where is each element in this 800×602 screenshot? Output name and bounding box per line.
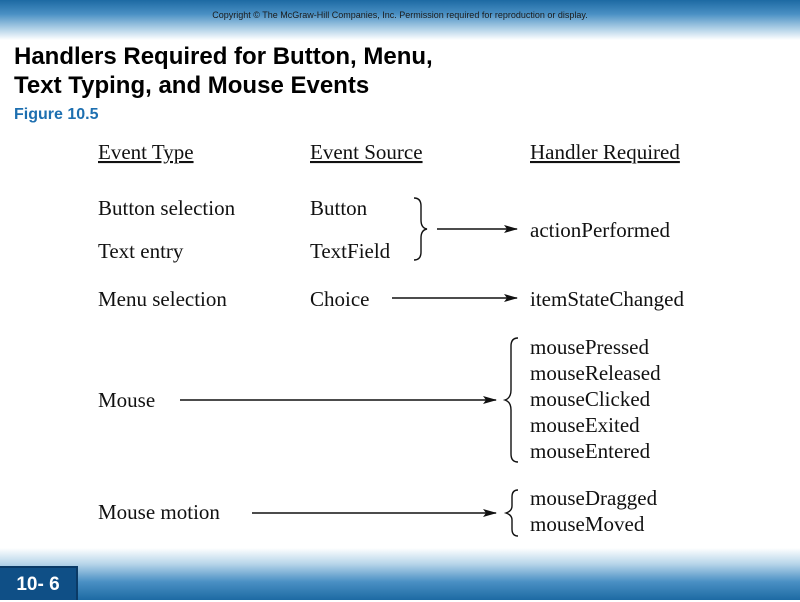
handler-mouse-exited: mouseExited (530, 413, 640, 437)
handler-mouse-dragged: mouseDragged (530, 486, 658, 510)
event-source-button: Button (310, 196, 368, 220)
handler-action-performed: actionPerformed (530, 218, 670, 242)
right-brace-action (414, 198, 427, 260)
header-handler-required: Handler Required (530, 140, 680, 164)
left-brace-mouse (505, 338, 518, 462)
handler-mouse-entered: mouseEntered (530, 439, 651, 463)
handler-mouse-pressed: mousePressed (530, 335, 649, 359)
slide-number: 10- 6 (0, 566, 78, 600)
slide-title-line-1: Handlers Required for Button, Menu, (14, 43, 433, 70)
slide-title-line-2: Text Typing, and Mouse Events (14, 72, 370, 99)
handler-mouse-clicked: mouseClicked (530, 387, 651, 411)
bottom-banner (0, 548, 800, 600)
event-type-mouse-motion: Mouse motion (98, 500, 220, 524)
copyright-notice: Copyright © The McGraw-Hill Companies, Inc. Permission required for reproduction or display. (212, 10, 588, 20)
handler-mouse-moved: mouseMoved (530, 512, 645, 536)
event-type-mouse: Mouse (98, 388, 156, 412)
event-type-menu-selection: Menu selection (98, 287, 227, 311)
header-event-source: Event Source (310, 140, 423, 164)
header-event-type: Event Type (98, 140, 194, 164)
left-brace-mouse-motion (506, 490, 518, 536)
event-source-textfield: TextField (310, 239, 391, 263)
event-type-button-selection: Button selection (98, 196, 236, 220)
handler-item-state-changed: itemStateChanged (530, 287, 684, 311)
handler-mouse-released: mouseReleased (530, 361, 661, 385)
figure-label: Figure 10.5 (14, 106, 99, 123)
event-source-choice: Choice (310, 287, 370, 311)
event-type-text-entry: Text entry (98, 239, 184, 263)
